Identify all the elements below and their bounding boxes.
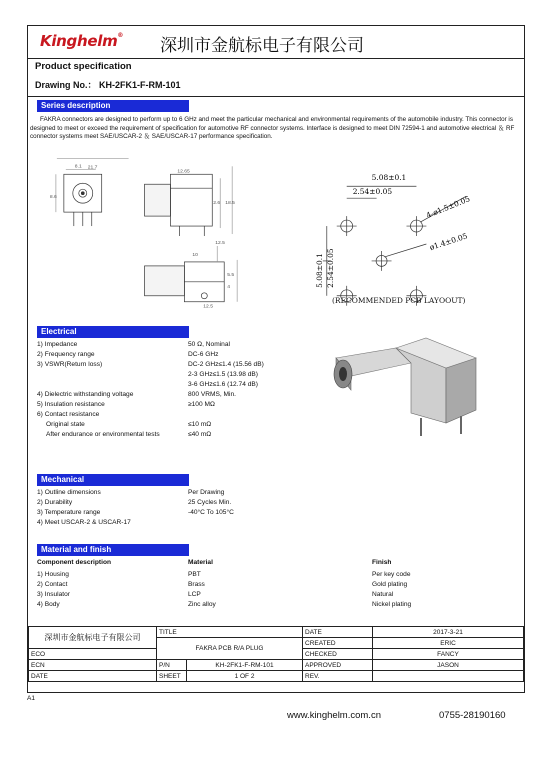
dim-5-08-vert: 5.08±0.1 bbox=[314, 253, 324, 288]
title-block bbox=[28, 626, 524, 693]
tb-title-value: FAKRA PCB R/A PLUG bbox=[157, 638, 303, 660]
dim-18-5: 18.5 bbox=[225, 201, 235, 207]
dim-12-65: 12.65 bbox=[177, 169, 190, 175]
mechanical-values: Per Drawing 25 Cycles Min. -40°C To 105°C bbox=[188, 489, 234, 516]
tb-approved-label: APPROVED bbox=[303, 660, 373, 671]
dim-hole-1: ø1.4±0.05 bbox=[428, 231, 469, 253]
dim-8-6: 8.6 bbox=[49, 195, 57, 201]
tb-pn-value: KH-2FK1-F-RM-101 bbox=[187, 660, 303, 671]
dim-12-5: 12.5 bbox=[215, 240, 225, 246]
tb-date-value: 2017-3-21 bbox=[373, 627, 524, 638]
mechanical-heading: Mechanical bbox=[37, 474, 189, 486]
tb-rev-label: REV. bbox=[303, 671, 373, 682]
tb-pn-label: P/N bbox=[157, 660, 187, 671]
dim-12-5b: 12.5 bbox=[203, 304, 213, 310]
electrical-heading: Electrical bbox=[37, 326, 189, 338]
tb-ecn-label: ECN bbox=[29, 660, 157, 671]
tb-title-label: TITLE bbox=[157, 627, 303, 638]
paper-size: A1 bbox=[27, 695, 35, 702]
dim-5-08: 5.08±0.1 bbox=[371, 173, 407, 183]
tb-sheet-label: SHEET bbox=[157, 671, 187, 682]
mechanical-labels: 1) Outline dimensions 2) Durability 3) Temperature range 4) Meet USCAR-2 & USCAR-17 bbox=[37, 489, 131, 526]
connector-3d-image bbox=[326, 328, 501, 443]
dim-5-5: 5.5 bbox=[227, 272, 235, 278]
dim-8-1: 8.1 bbox=[74, 164, 82, 170]
dim-10: 10 bbox=[192, 252, 198, 258]
material-components: 1) Housing 2) Contact 3) Insulator 4) Body bbox=[37, 571, 70, 608]
material-col-component: Component description bbox=[37, 559, 111, 566]
dim-2-6: 2.6 bbox=[213, 201, 221, 207]
dim-2-54: 2.54±0.05 bbox=[352, 187, 393, 197]
material-col-material: Material bbox=[188, 559, 213, 566]
series-description: FAKRA connectors are designed to perform up to 6 GHz and meet the particular mechanical and environmental requirements of the automobile industry. This connector is designed to meet or exceed the requirement of specification for automotive RF connector systems. Interface is designed to meet DIN 72594-1 and automotive electrical ＆ RF connector systems meet SAE/USCAR-2 ＆ SAE/USCAR-17 performance specification. bbox=[30, 116, 515, 141]
tb-approved-value: JASON bbox=[373, 660, 524, 671]
kinghelm-logo: Kinghelm® bbox=[40, 32, 124, 50]
tb-rev-value bbox=[373, 671, 524, 682]
dim-4: 4 bbox=[227, 284, 230, 290]
document-frame bbox=[27, 25, 525, 693]
product-spec-title: Product specification bbox=[35, 61, 132, 72]
pcb-layout-caption: (RECOMMENDED PCB LAYOOUT) bbox=[332, 296, 466, 305]
top-view-drawing bbox=[145, 246, 238, 302]
material-heading: Material and finish bbox=[37, 544, 189, 556]
electrical-labels: 1) Impedance 2) Frequency range 3) VSWR(Return loss) 4) Dielectric withstanding voltage 5) Insulation resistance 6) Contact resistance Original state After endurance or environmental tests bbox=[37, 341, 160, 438]
tb-checked-label: CHECKED bbox=[303, 649, 373, 660]
material-finishes: Per key code Gold plating Natural Nickel plating bbox=[372, 571, 412, 608]
tb-sheet-value: 1 OF 2 bbox=[187, 671, 303, 682]
company-name-cn: 深圳市金航标电子有限公司 bbox=[160, 36, 364, 56]
tb-checked-value: FANCY bbox=[373, 649, 524, 660]
tb-date-label: DATE bbox=[303, 627, 373, 638]
dim-2-54-vert: 2.54±0.05 bbox=[325, 248, 335, 288]
material-col-finish: Finish bbox=[372, 559, 392, 566]
title-bar bbox=[28, 58, 524, 97]
material-materials: PBT Brass LCP Zinc alloy bbox=[188, 571, 216, 608]
drawing-number: Drawing No.： KH-2FK1-F-RM-101 bbox=[35, 80, 181, 90]
dim-21-7: 21.7 bbox=[87, 165, 98, 171]
header bbox=[28, 26, 524, 59]
electrical-values: 50 Ω, Nominal DC-6 GHz DC-2 GHz≤1.4 (15.56 dB) 2-3 GHz≤1.5 (13.98 dB) 3-6 GHz≤1.6 (12.74 dB) 800 VRMS, Min. ≥100 MΩ ≤10 mΩ ≤40 mΩ bbox=[188, 341, 264, 438]
dim-hole-4: 4-ø1.5±0.05 bbox=[424, 194, 472, 221]
website: www.kinghelm.com.cn bbox=[287, 710, 381, 721]
tb-eco-label: ECO bbox=[29, 649, 157, 660]
tb-created-value: ERIC bbox=[373, 638, 524, 649]
tb-created-label: CREATED bbox=[303, 638, 373, 649]
phone: 0755-28190160 bbox=[439, 710, 506, 721]
tb-company-cn: 深圳市金航标电子有限公司 bbox=[29, 627, 157, 649]
series-heading: Series description bbox=[37, 100, 189, 112]
tb-date2-label: DATE bbox=[29, 671, 157, 682]
